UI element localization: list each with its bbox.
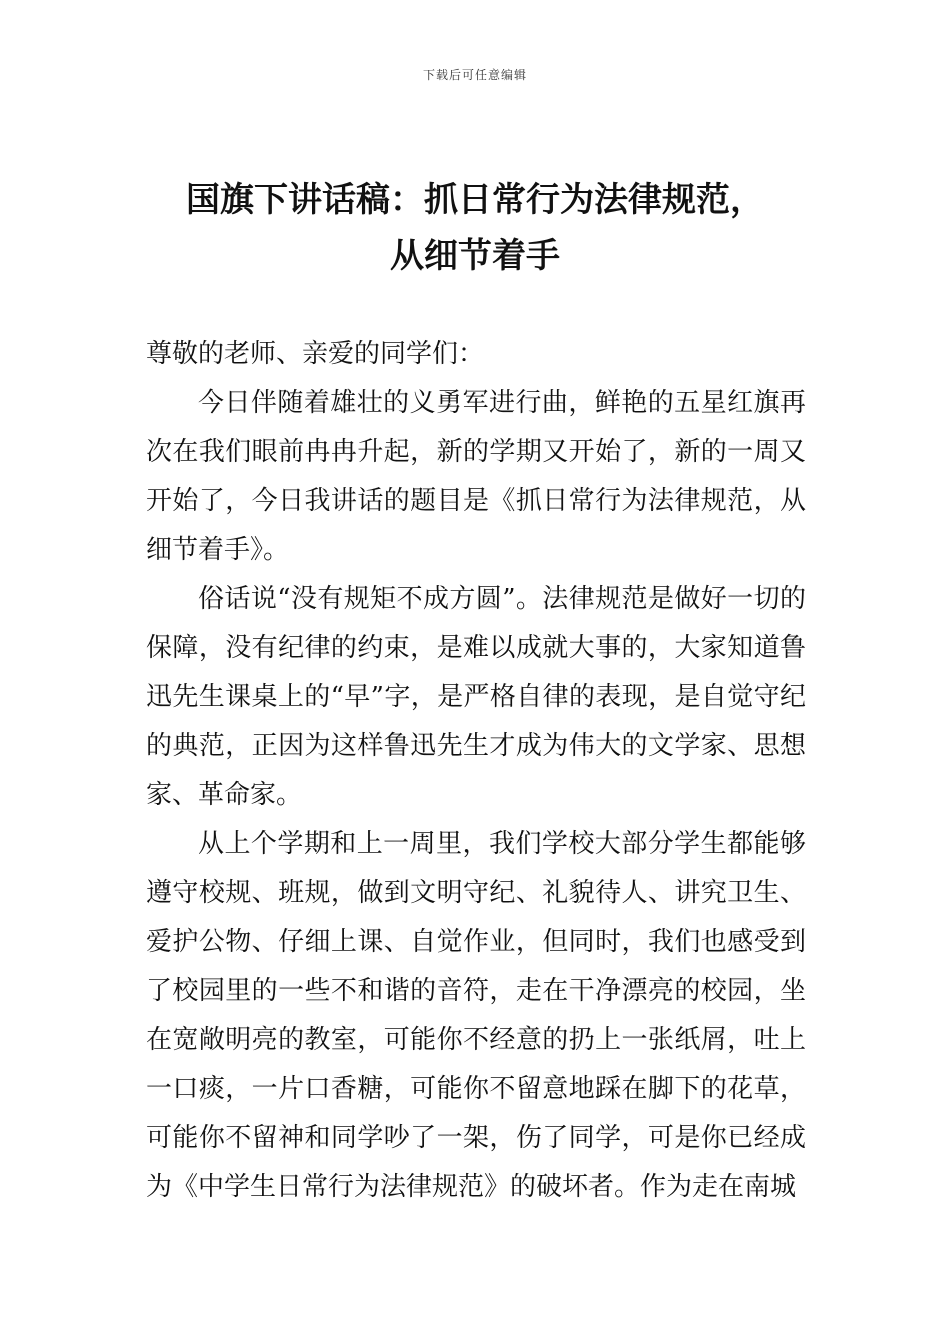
paragraph: 俗话说“没有规矩不成方圆”。法律规范是做好一切的保障，没有纪律的约束，是难以成就大事的，大家知道鲁迅先生课桌上的“早”字，是严格自律的表现，是自觉守纪的典范，正因为这样鲁迅先生才成为伟大的文学家、思想家、革命家。 <box>146 584 806 810</box>
title-line-1: 国旗下讲话稿：抓日常行为法律规范， <box>186 180 764 220</box>
greeting: 尊敬的老师、亲爱的同学们： <box>146 339 485 369</box>
header-note: 下载后可任意编辑 <box>422 68 527 82</box>
paragraph: 今日伴随着雄壮的义勇军进行曲，鲜艳的五星红旗再次在我们眼前冉冉升起，新的学期又开始了，新的一周又开始了，今日我讲话的题目是《抓日常行为法律规范，从细节着手》。 <box>146 388 806 565</box>
document-body <box>146 330 806 1212</box>
title-line-2: 从细节着手 <box>390 236 560 276</box>
paragraph: 从上个学期和上一周里，我们学校大部分学生都能够遵守校规、班规，做到文明守纪、礼貌待人、讲究卫生、爱护公物、仔细上课、自觉作业，但同时，我们也感受到了校园里的一些不和谐的音符，走在干净漂亮的校园，坐在宽敞明亮的教室，可能你不经意的扔上一张纸屑，吐上一口痰，一片口香糖，可能你不留意地踩在脚下的花草，可能你不留神和同学吵了一架，伤了同学，可是你已经成为《中学生日常行为法律规范》的破坏者。作为走在南城 <box>146 829 806 1202</box>
document-title <box>120 172 830 284</box>
